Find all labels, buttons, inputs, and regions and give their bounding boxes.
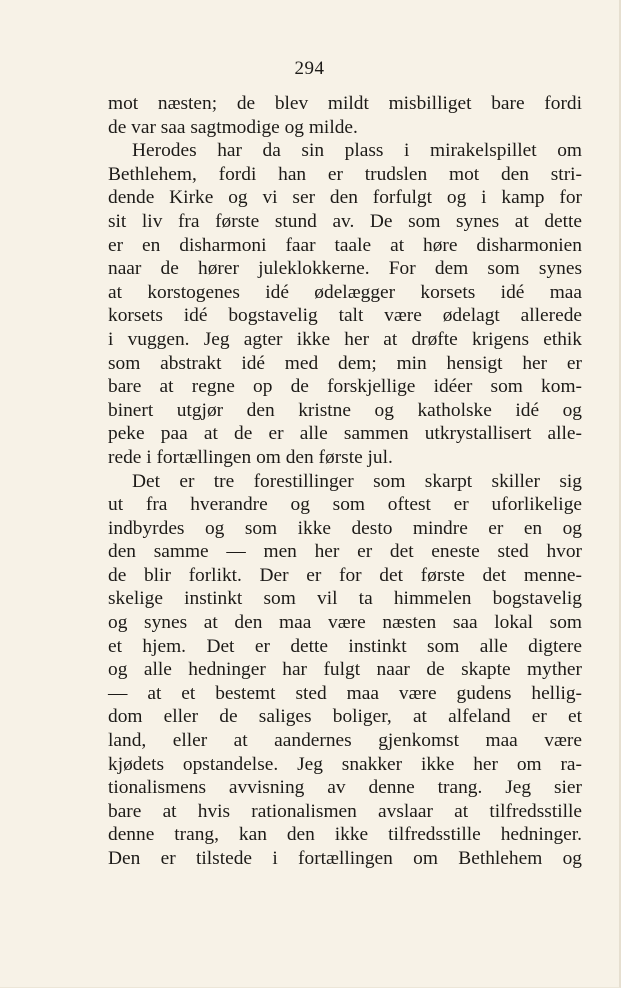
text-line: at korstogenes idé ødelægger korsets idé maa	[108, 281, 582, 303]
text-line: og synes at den maa være næsten saa lokal som	[108, 612, 582, 634]
page-number: 294	[294, 58, 325, 79]
text-line: korsets idé bogstavelig talt være ødelagt allerede	[108, 305, 582, 327]
text-line: peke paa at de er alle sammen utkrystallisert alle-	[108, 423, 582, 445]
text-line: naar de hører juleklokkerne. For dem som synes	[108, 258, 582, 280]
text-line: i vuggen. Jeg agter ikke her at drøfte krigens ethik	[108, 328, 582, 350]
text-line: land, eller at aandernes gjenkomst maa være	[108, 730, 582, 752]
text-line: Det er tre forestillinger som skarpt skiller sig	[132, 470, 582, 492]
text-line: de var saa sagtmodige og milde.	[108, 116, 358, 138]
text-line: Herodes har da sin plass i mirakelspillet om	[132, 140, 582, 162]
text-line: bare at regne op de forskjellige idéer som kom-	[108, 376, 582, 398]
text-line: Bethlehem, fordi han er trudslen mot den stri-	[108, 163, 582, 185]
text-line: som abstrakt idé med dem; min hensigt her er	[108, 352, 582, 374]
text-line: skelige instinkt som vil ta himmelen bogstavelig	[108, 588, 582, 610]
text-line: bare at hvis rationalismen avslaar at tilfredsstille	[108, 800, 582, 822]
text-line: den samme — men her er det eneste sted hvor	[108, 541, 582, 563]
text-line: kjødets opstandelse. Jeg snakker ikke her om ra-	[108, 753, 582, 775]
text-line: tionalismens avvisning av denne trang. Jeg sier	[108, 777, 582, 799]
text-line: indbyrdes og som ikke desto mindre er en og	[108, 517, 582, 539]
text-line: — at et bestemt sted maa være gudens hellig-	[108, 682, 582, 704]
text-line: og alle hedninger har fulgt naar de skapte myther	[108, 659, 582, 681]
text-line: dom eller de saliges boliger, at alfeland er et	[108, 706, 582, 728]
text-line: rede i fortællingen om den første jul.	[108, 446, 393, 468]
text-line: mot næsten; de blev mildt misbilliget bare fordi	[108, 93, 582, 114]
text-line: dende Kirke og vi ser den forfulgt og i kamp for	[108, 187, 582, 209]
text-line: denne trang, kan den ikke tilfredsstille hedninger.	[108, 824, 582, 846]
body-text	[108, 92, 582, 871]
text-line: Den er tilstede i fortællingen om Bethlehem og	[108, 848, 582, 869]
text-line: de blir forlikt. Der er for det første det menne-	[108, 564, 582, 586]
text-line: binert utgjør den kristne og katholske idé og	[108, 399, 582, 421]
text-line: ut fra hverandre og som oftest er uforlikelige	[108, 494, 582, 516]
text-line: er en disharmoni faar taale at høre disharmonien	[108, 234, 582, 256]
text-line: sit liv fra første stund av. De som synes at dette	[108, 210, 582, 232]
text-line: et hjem. Det er dette instinkt som alle digtere	[108, 635, 582, 657]
